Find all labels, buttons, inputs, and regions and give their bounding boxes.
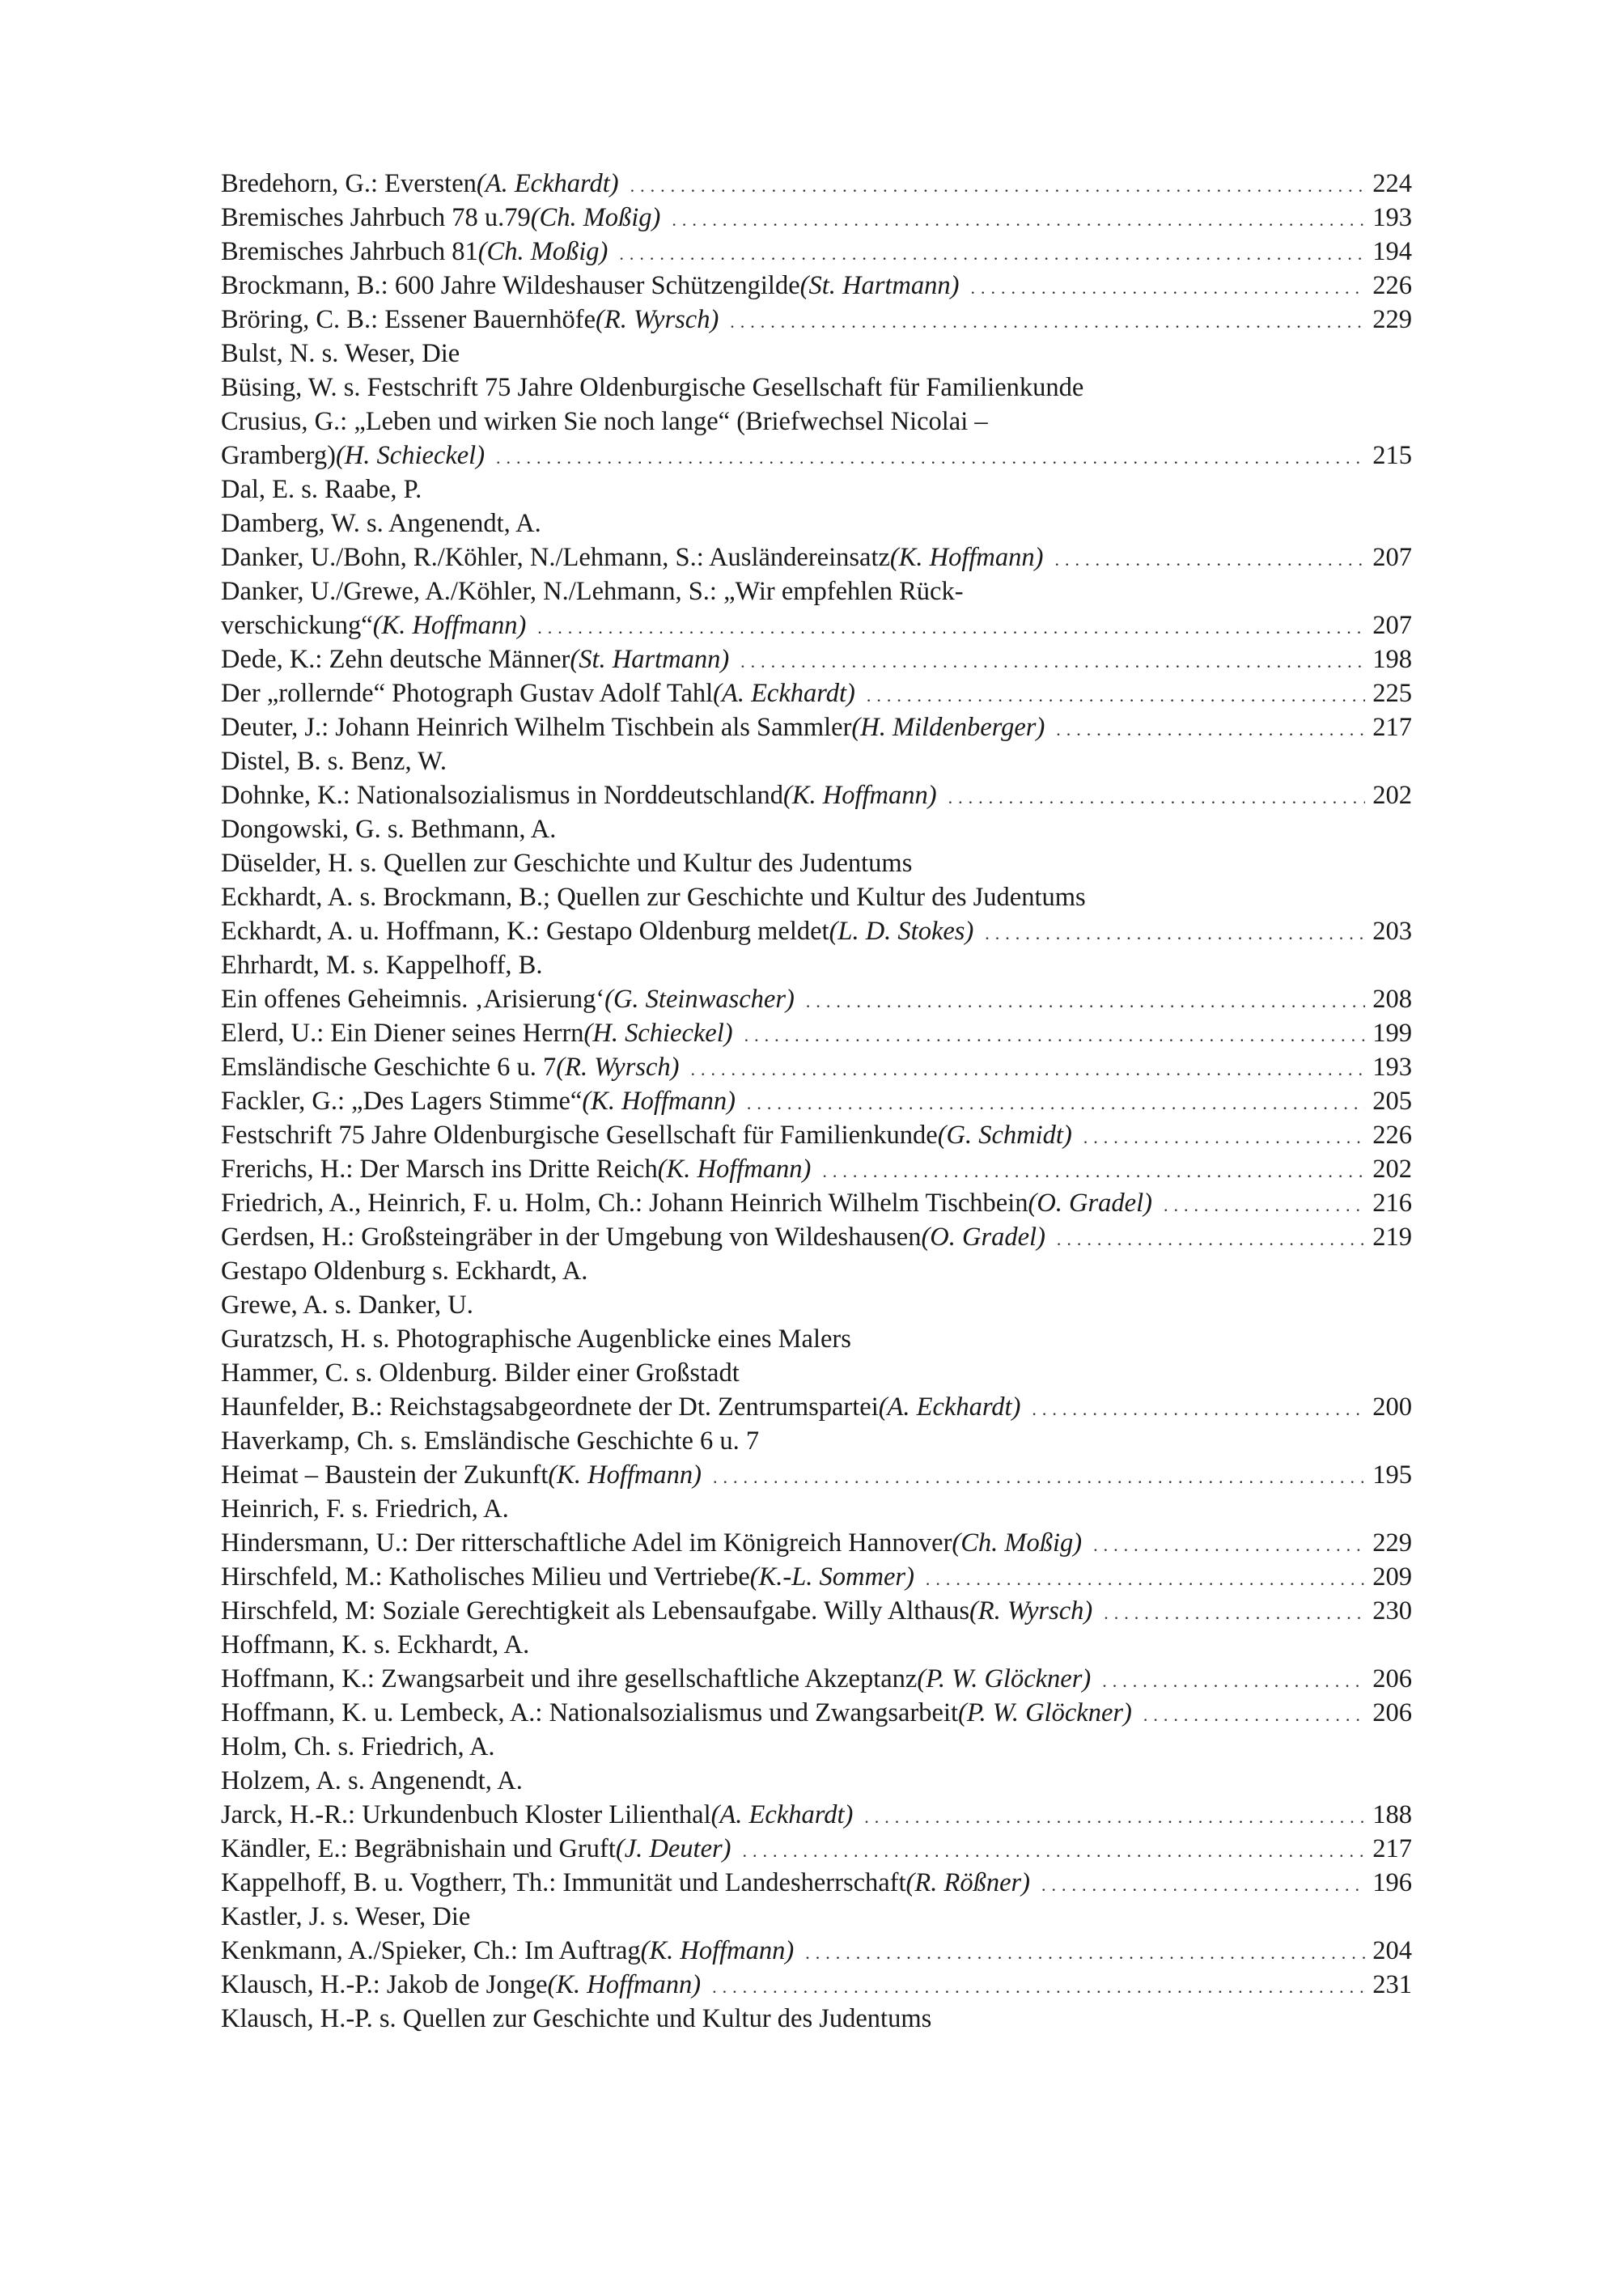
index-entry	[221, 1254, 1412, 1288]
entry-title: Kappelhoff, B. u. Vogtherr, Th.: Immunität und Landesherrschaft	[221, 1868, 906, 1897]
entry-title: Dongowski, G. s. Bethmann, A.	[221, 815, 557, 844]
index-entry	[221, 1560, 1412, 1594]
entry-reviewer: (K. Hoffmann)	[889, 543, 1044, 572]
entry-reviewer: (K.-L. Sommer)	[749, 1562, 914, 1592]
entry-reviewer: (Ch. Moßig)	[477, 237, 608, 266]
index-entry	[221, 235, 1412, 269]
dot-leader	[730, 305, 1365, 339]
entry-page-number: 229	[1372, 1528, 1412, 1558]
index-entry-line	[221, 608, 1412, 642]
index-entry-line	[221, 269, 1412, 303]
entry-title: Damberg, W. s. Angenendt, A.	[221, 509, 541, 538]
dot-leader	[537, 611, 1365, 645]
index-entry-line	[221, 1118, 1412, 1152]
entry-title: Klausch, H.-P.: Jakob de Jonge	[221, 1970, 548, 1999]
index-entry-line	[221, 1866, 1412, 1900]
index-entry-line	[221, 1492, 1412, 1526]
index-entry-line	[221, 1458, 1412, 1492]
entry-reviewer: (G. Schmidt)	[937, 1121, 1072, 1150]
index-entry	[221, 540, 1412, 574]
index-entry-line	[221, 439, 1412, 473]
index-entry	[221, 676, 1412, 710]
index-entry	[221, 1016, 1412, 1050]
entry-page-number: 219	[1372, 1223, 1412, 1252]
index-entry-line	[221, 574, 1412, 608]
index-entry-line	[221, 1662, 1412, 1696]
entry-title: Gramberg)	[221, 441, 336, 470]
index-entry-line	[221, 540, 1412, 574]
index-entry-line	[221, 948, 1412, 982]
entry-title: Brockmann, B.: 600 Jahre Wildeshauser Schützengilde	[221, 271, 800, 300]
index-entry	[221, 1186, 1412, 1220]
index-entry	[221, 405, 1412, 473]
entry-title: Dal, E. s. Raabe, P.	[221, 475, 422, 504]
entry-reviewer: (K. Hoffmann)	[372, 611, 527, 640]
entry-page-number: 194	[1372, 237, 1412, 266]
entry-title: Hirschfeld, M.: Katholisches Milieu und Vertriebe	[221, 1562, 750, 1592]
index-entry-line	[221, 167, 1412, 201]
entry-reviewer: (O. Gradel)	[921, 1223, 1045, 1252]
entry-title: Heinrich, F. s. Friedrich, A.	[221, 1494, 509, 1524]
dot-leader	[948, 781, 1365, 815]
dot-leader	[822, 1155, 1365, 1189]
entry-title: Holzem, A. s. Angenendt, A.	[221, 1766, 523, 1795]
entry-title: Klausch, H.-P. s. Quellen zur Geschichte und Kultur des Judentums	[221, 2004, 932, 2033]
entry-title: Bulst, N. s. Weser, Die	[221, 339, 460, 368]
entry-title: Hirschfeld, M: Soziale Gerechtigkeit als Lebensaufgabe. Willy Althaus	[221, 1596, 969, 1625]
index-entry	[221, 1832, 1412, 1866]
index-entry	[221, 473, 1412, 506]
index-entry-line	[221, 303, 1412, 337]
entry-reviewer: (H. Schieckel)	[583, 1019, 733, 1048]
dot-leader	[740, 645, 1365, 679]
index-entry-line	[221, 1764, 1412, 1798]
entry-title: Bredehorn, G.: Eversten	[221, 169, 477, 198]
index-entry	[221, 1322, 1412, 1356]
entry-title: Dohnke, K.: Nationalsozialismus in Norddeutschland	[221, 781, 784, 810]
entry-title: Holm, Ch. s. Friedrich, A.	[221, 1732, 495, 1761]
index-entry	[221, 948, 1412, 982]
entry-reviewer: (St. Hartmann)	[570, 645, 730, 674]
entry-title: Bremisches Jahrbuch 78 u.79	[221, 203, 531, 232]
entry-page-number: 193	[1372, 1053, 1412, 1082]
index-entry-line	[221, 710, 1412, 744]
entry-page-number: 202	[1372, 781, 1412, 810]
index-entry	[221, 1050, 1412, 1084]
index-entry-line	[221, 1050, 1412, 1084]
dot-leader	[672, 203, 1365, 237]
index-entry	[221, 642, 1412, 676]
index-entry	[221, 269, 1412, 303]
entry-reviewer: (K. Hoffmann)	[657, 1155, 812, 1184]
dot-leader	[970, 271, 1365, 305]
entry-reviewer: (G. Steinwascher)	[604, 985, 795, 1014]
index-entry-line	[221, 1560, 1412, 1594]
entry-page-number: 199	[1372, 1019, 1412, 1048]
entry-title: Ehrhardt, M. s. Kappelhoff, B.	[221, 951, 543, 980]
index-entry-line	[221, 405, 1412, 439]
entry-title: Hindersmann, U.: Der ritterschaftliche Adel im Königreich Hannover	[221, 1528, 952, 1558]
index-entry	[221, 201, 1412, 235]
entry-title: Bremisches Jahrbuch 81	[221, 237, 478, 266]
dot-leader	[1083, 1121, 1365, 1155]
entry-page-number: 193	[1372, 203, 1412, 232]
index-entry-line	[221, 812, 1412, 846]
dot-leader	[806, 985, 1365, 1019]
entry-reviewer: (R. Wyrsch)	[969, 1596, 1093, 1625]
dot-leader	[691, 1053, 1366, 1087]
index-entry-line	[221, 1186, 1412, 1220]
entry-reviewer: (J. Deuter)	[615, 1834, 731, 1863]
entry-title: Festschrift 75 Jahre Oldenburgische Gesellschaft für Familienkunde	[221, 1121, 938, 1150]
entry-title: Dede, K.: Zehn deutsche Männer	[221, 645, 570, 674]
entry-title: Danker, U./Bohn, R./Köhler, N./Lehmann, S.: Ausländereinsatz	[221, 543, 890, 572]
index-entry	[221, 914, 1412, 948]
index-entry-line	[221, 1696, 1412, 1730]
index-entry	[221, 506, 1412, 540]
entry-title: Hammer, C. s. Oldenburg. Bilder einer Großstadt	[221, 1358, 740, 1388]
index-entry	[221, 1730, 1412, 1764]
entry-title: Crusius, G.: „Leben und wirken Sie noch lange“ (Briefwechsel Nicolai –	[221, 407, 988, 436]
index-entry	[221, 1220, 1412, 1254]
entry-page-number: 200	[1372, 1392, 1412, 1422]
dot-leader	[712, 1970, 1365, 2004]
index-entry	[221, 2002, 1412, 2036]
entry-title: Der „rollernde“ Photograph Gustav Adolf Tahl	[221, 679, 714, 708]
entry-reviewer: (A. Eckhardt)	[476, 169, 619, 198]
index-entry	[221, 1526, 1412, 1560]
entry-page-number: 195	[1372, 1460, 1412, 1490]
entry-reviewer: (K. Hoffmann)	[582, 1087, 736, 1116]
entry-reviewer: (L. D. Stokes)	[829, 917, 974, 946]
index-entry	[221, 778, 1412, 812]
dot-leader	[1041, 1868, 1365, 1902]
entry-page-number: 206	[1372, 1664, 1412, 1693]
index-entry-line	[221, 676, 1412, 710]
entry-title: Gestapo Oldenburg s. Eckhardt, A.	[221, 1257, 588, 1286]
entry-reviewer: (A. Eckhardt)	[713, 679, 855, 708]
index-entry-line	[221, 1594, 1412, 1628]
index-entry	[221, 167, 1412, 201]
entry-page-number: 226	[1372, 271, 1412, 300]
entry-page-number: 206	[1372, 1698, 1412, 1727]
entry-title: Hoffmann, K.: Zwangsarbeit und ihre gesellschaftliche Akzeptanz	[221, 1664, 918, 1693]
entry-page-number: 207	[1372, 543, 1412, 572]
entry-page-number: 207	[1372, 611, 1412, 640]
entry-page-number: 208	[1372, 985, 1412, 1014]
index-entry-line	[221, 1628, 1412, 1662]
dot-leader	[1057, 1223, 1365, 1257]
index-entry-line	[221, 235, 1412, 269]
index-entry-line	[221, 1900, 1412, 1934]
entry-title: Jarck, H.-R.: Urkundenbuch Kloster Lilienthal	[221, 1800, 711, 1829]
entry-reviewer: (A. Eckhardt)	[878, 1392, 1021, 1422]
index-entry-line	[221, 1152, 1412, 1186]
dot-leader	[805, 1936, 1365, 1970]
book-review-index	[221, 167, 1412, 2036]
index-entry-line	[221, 1934, 1412, 1968]
dot-leader	[1032, 1392, 1365, 1426]
index-entry	[221, 1764, 1412, 1798]
index-entry	[221, 1288, 1412, 1322]
entry-reviewer: (R. Wyrsch)	[596, 305, 719, 334]
entry-title: Haunfelder, B.: Reichstagsabgeordnete der Dt. Zentrumspartei	[221, 1392, 879, 1422]
entry-page-number: 231	[1372, 1970, 1412, 1999]
index-entry	[221, 1594, 1412, 1628]
index-entry-line	[221, 1220, 1412, 1254]
entry-reviewer: (R. Wyrsch)	[556, 1053, 680, 1082]
entry-page-number: 224	[1372, 169, 1412, 198]
index-entry	[221, 1900, 1412, 1934]
entry-reviewer: (St. Hartmann)	[799, 271, 960, 300]
entry-title: Büsing, W. s. Festschrift 75 Jahre Oldenburgische Gesellschaft für Familienkunde	[221, 373, 1084, 402]
index-entry-line	[221, 1424, 1412, 1458]
dot-leader	[713, 1460, 1365, 1494]
dot-leader	[1143, 1698, 1365, 1732]
entry-page-number: 188	[1372, 1800, 1412, 1829]
index-entry	[221, 337, 1412, 371]
dot-leader	[864, 1800, 1365, 1834]
entry-title: Grewe, A. s. Danker, U.	[221, 1291, 473, 1320]
entry-page-number: 230	[1372, 1596, 1412, 1625]
index-entry-line	[221, 2002, 1412, 2036]
index-entry-line	[221, 1832, 1412, 1866]
index-entry-line	[221, 1356, 1412, 1390]
dot-leader	[1054, 543, 1365, 577]
index-entry	[221, 1968, 1412, 2002]
index-entry-line	[221, 1084, 1412, 1118]
index-entry	[221, 1934, 1412, 1968]
index-entry-line	[221, 1968, 1412, 2002]
dot-leader	[1164, 1189, 1365, 1223]
entry-page-number: 226	[1372, 1121, 1412, 1150]
entry-title: Ein offenes Geheimnis. ‚Arisierung‘	[221, 985, 605, 1014]
index-entry	[221, 846, 1412, 880]
entry-page-number: 196	[1372, 1868, 1412, 1897]
index-entry	[221, 1798, 1412, 1832]
index-entry	[221, 744, 1412, 778]
entry-reviewer: (K. Hoffmann)	[640, 1936, 795, 1965]
entry-reviewer: (H. Schieckel)	[335, 441, 486, 470]
entry-page-number: 204	[1372, 1936, 1412, 1965]
index-entry-line	[221, 1798, 1412, 1832]
index-entry-line	[221, 744, 1412, 778]
index-entry	[221, 880, 1412, 914]
entry-title: Eckhardt, A. s. Brockmann, B.; Quellen zur Geschichte und Kultur des Judentums	[221, 883, 1086, 912]
index-entry	[221, 1662, 1412, 1696]
dot-leader	[1056, 713, 1365, 747]
entry-title: Danker, U./Grewe, A./Köhler, N./Lehmann, S.: „Wir empfehlen Rück-	[221, 577, 964, 606]
index-entry-line	[221, 982, 1412, 1016]
entry-title: Hoffmann, K. u. Lembeck, A.: Nationalsozialismus und Zwangsarbeit	[221, 1698, 959, 1727]
index-entry	[221, 574, 1412, 642]
dot-leader	[619, 237, 1365, 271]
index-entry-line	[221, 1526, 1412, 1560]
entry-title: Düselder, H. s. Quellen zur Geschichte und Kultur des Judentums	[221, 849, 913, 878]
entry-title: Frerichs, H.: Der Marsch ins Dritte Reich	[221, 1155, 658, 1184]
dot-leader	[1093, 1528, 1365, 1562]
dot-leader	[926, 1562, 1365, 1596]
entry-reviewer: (K. Hoffmann)	[548, 1460, 702, 1490]
index-entry	[221, 303, 1412, 337]
index-entry	[221, 1628, 1412, 1662]
dot-leader	[985, 917, 1365, 951]
dot-leader	[1102, 1664, 1365, 1698]
index-entry	[221, 1118, 1412, 1152]
index-entry-line	[221, 1016, 1412, 1050]
entry-page-number: 209	[1372, 1562, 1412, 1592]
entry-title: Friedrich, A., Heinrich, F. u. Holm, Ch.: Johann Heinrich Wilhelm Tischbein	[221, 1189, 1028, 1218]
index-entry	[221, 371, 1412, 405]
index-entry-line	[221, 1254, 1412, 1288]
entry-title: Kenkmann, A./Spieker, Ch.: Im Auftrag	[221, 1936, 641, 1965]
entry-reviewer: (R. Rößner)	[905, 1868, 1030, 1897]
dot-leader	[496, 441, 1365, 475]
dot-leader	[867, 679, 1365, 713]
entry-reviewer: (P. W. Glöckner)	[917, 1664, 1092, 1693]
entry-page-number: 198	[1372, 645, 1412, 674]
index-entry	[221, 1152, 1412, 1186]
entry-title: Heimat – Baustein der Zukunft	[221, 1460, 549, 1490]
index-entry	[221, 710, 1412, 744]
entry-page-number: 229	[1372, 305, 1412, 334]
index-entry-line	[221, 778, 1412, 812]
entry-reviewer: (O. Gradel)	[1028, 1189, 1152, 1218]
entry-title: Fackler, G.: „Des Lagers Stimme“	[221, 1087, 583, 1116]
entry-title: Deuter, J.: Johann Heinrich Wilhelm Tischbein als Sammler	[221, 713, 852, 742]
entry-page-number: 205	[1372, 1087, 1412, 1116]
entry-page-number: 215	[1372, 441, 1412, 470]
index-entry-line	[221, 1322, 1412, 1356]
entry-reviewer: (Ch. Moßig)	[530, 203, 661, 232]
index-entry-line	[221, 201, 1412, 235]
index-entry-line	[221, 371, 1412, 405]
index-entry-line	[221, 1730, 1412, 1764]
entry-reviewer: (H. Mildenberger)	[851, 713, 1045, 742]
dot-leader	[747, 1087, 1365, 1121]
index-entry	[221, 1424, 1412, 1458]
entry-title: Eckhardt, A. u. Hoffmann, K.: Gestapo Oldenburg meldet	[221, 917, 829, 946]
entry-title: Emsländische Geschichte 6 u. 7	[221, 1053, 557, 1082]
index-entry-line	[221, 473, 1412, 506]
index-entry	[221, 1390, 1412, 1424]
entry-title: Distel, B. s. Benz, W.	[221, 747, 447, 776]
index-entry	[221, 1866, 1412, 1900]
entry-title: verschickung“	[221, 611, 373, 640]
entry-reviewer: (P. W. Glöckner)	[958, 1698, 1132, 1727]
entry-title: Haverkamp, Ch. s. Emsländische Geschichte 6 u. 7	[221, 1426, 760, 1456]
index-entry-line	[221, 846, 1412, 880]
entry-page-number: 203	[1372, 917, 1412, 946]
index-entry	[221, 812, 1412, 846]
index-entry	[221, 1084, 1412, 1118]
entry-page-number: 202	[1372, 1155, 1412, 1184]
entry-page-number: 225	[1372, 679, 1412, 708]
entry-page-number: 217	[1372, 1834, 1412, 1863]
entry-page-number: 216	[1372, 1189, 1412, 1218]
index-entry-line	[221, 506, 1412, 540]
entry-title: Kastler, J. s. Weser, Die	[221, 1902, 471, 1931]
index-entry-line	[221, 642, 1412, 676]
index-entry	[221, 1696, 1412, 1730]
index-entry-line	[221, 914, 1412, 948]
entry-reviewer: (Ch. Moßig)	[952, 1528, 1083, 1558]
entry-title: Bröring, C. B.: Essener Bauernhöfe	[221, 305, 596, 334]
entry-reviewer: (K. Hoffmann)	[783, 781, 937, 810]
index-entry-line	[221, 880, 1412, 914]
index-entry	[221, 1356, 1412, 1390]
entry-title: Elerd, U.: Ein Diener seines Herrn	[221, 1019, 584, 1048]
dot-leader	[744, 1019, 1365, 1053]
entry-title: Hoffmann, K. s. Eckhardt, A.	[221, 1630, 530, 1659]
entry-title: Kändler, E.: Begräbnishain und Gruft	[221, 1834, 616, 1863]
entry-reviewer: (K. Hoffmann)	[547, 1970, 702, 1999]
dot-leader	[1104, 1596, 1365, 1630]
dot-leader	[742, 1834, 1365, 1868]
index-entry	[221, 982, 1412, 1016]
index-entry-line	[221, 337, 1412, 371]
index-entry	[221, 1458, 1412, 1492]
entry-title: Gerdsen, H.: Großsteingräber in der Umgebung von Wildeshausen	[221, 1223, 922, 1252]
dot-leader	[630, 169, 1365, 203]
entry-page-number: 217	[1372, 713, 1412, 742]
index-entry-line	[221, 1390, 1412, 1424]
index-entry-line	[221, 1288, 1412, 1322]
index-entry	[221, 1492, 1412, 1526]
entry-reviewer: (A. Eckhardt)	[710, 1800, 854, 1829]
entry-title: Guratzsch, H. s. Photographische Augenblicke eines Malers	[221, 1325, 851, 1354]
